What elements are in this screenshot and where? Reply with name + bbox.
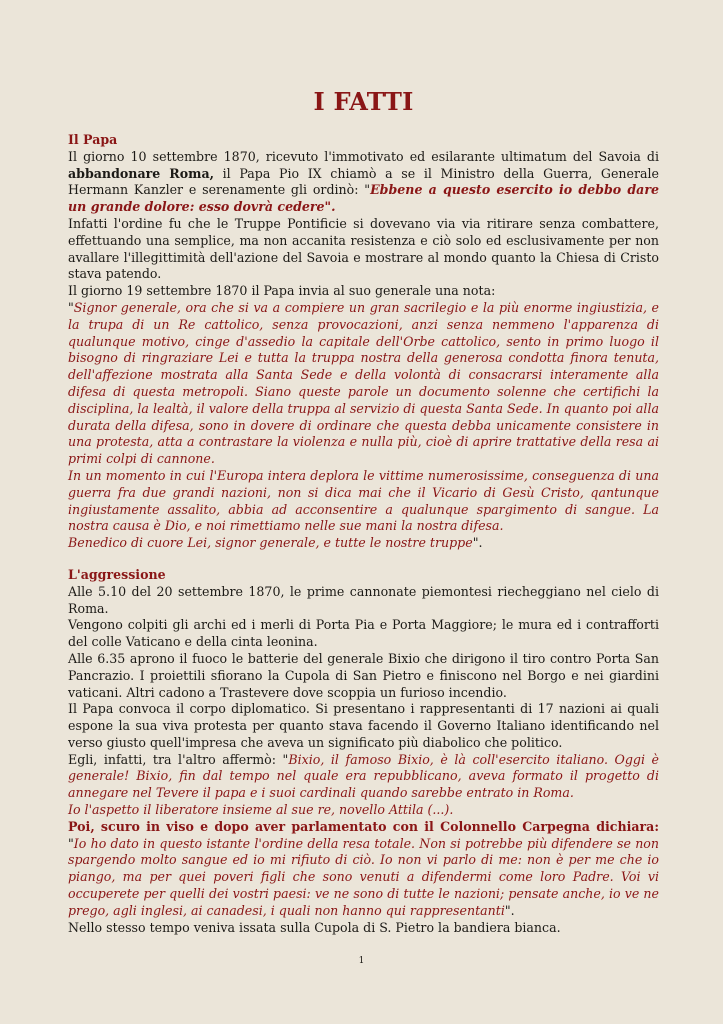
paragraph-porta-pia: Vengono colpiti gli archi ed i merli di Porta Pia e Porta Maggiore; le mura ed i contrafforti del colle Vaticano e della cinta leonina.: [68, 617, 659, 650]
quote-text-1: Signor generale, ora che si va a compiere un gran sacrilegio e la più enorme ingiustizia, e la trupa di un Re cattolico, senza provocazioni, anzi senza nemmeno l'apparenza di qualunque motivo, cinge d'assedio la capitale dell'Orbe cattolico, sento in primo luogo il bisogno di ringraziare Lei e tutta la truppa nostra della generosa condotta finora tenuta, dell'affezione mostrata alla Santa Sede e della volontà di consacrarsi interamente alla difesa di questa metropoli. Siano queste parole un documento solenne che certifichi la disciplina, la lealtà, il valore della truppa al servizio di questa Santa Sede. In quanto poi alla durata della difesa, sono in dovere di ordinare che questa debba unicamente consistere in una protesta, atta a contrastare la violenza e nulla più, cioè di aprire trattative della resa ai primi colpi di cannone.: [68, 299, 659, 467]
paragraph-cannonate: Alle 5.10 del 20 settembre 1870, le prime cannonate piemontesi riecheggiano nel cielo di Roma.: [68, 583, 659, 616]
surrender-bold-text: Poi, scuro in viso e dopo aver parlamentato con il Colonnello Carpegna dichiara:: [68, 818, 659, 834]
pope-quote-bold: Ebbene a questo esercito io debbo dare un grande dolore: esso dovrà cedere".: [68, 182, 659, 215]
quote-paragraph-1: [68, 300, 659, 468]
ultimatum-order-text: il Papa Pio IX chiamò a se il Ministro della Guerra, Generale Hermann Kanzler e serenamente gli ordinò: ": [68, 165, 659, 198]
paragraph-white-flag: Nello stesso tempo veniva issata sulla Cupola di S. Pietro la bandiera bianca.: [68, 919, 561, 935]
ultimatum-bold-text: abbandonare Roma,: [68, 165, 215, 181]
page-number: 1: [358, 956, 365, 966]
bixio-quote-text: Bixio, il famoso Bixio, è là coll'esercito italiano. Oggi è generale! Bixio, fin dal tempo nel quale era repubblicano, aveva formato il progetto di annegare nel Tevere il papa e i suoi cardinali quando sarebbe entrato in Roma.: [68, 751, 659, 801]
quote-paragraph-3: [68, 535, 659, 552]
paragraph-ultimatum: [68, 149, 659, 216]
section-heading-il-papa: Il Papa: [68, 132, 118, 147]
paragraph-surrender: [68, 819, 659, 920]
bixio-intro: Egli, infatti, tra l'altro affermò: ": [68, 751, 289, 767]
document-body: [68, 132, 659, 936]
quote-text-3: Benedico di cuore Lei, signor generale, e tutte le nostre truppe: [68, 535, 473, 551]
paragraph-attila: Io l'aspetto il liberatore insieme al sue re, novello Attila (...).: [68, 802, 454, 818]
quote-close-mark: ".: [472, 535, 483, 551]
surrender-open-mark: ": [68, 835, 74, 851]
section-spacer: [68, 552, 659, 567]
surrender-close-mark: ".: [504, 902, 515, 918]
paragraph-orders: Infatti l'ordine fu che le Truppe Pontificie si dovevano via via ritirare senza combattere, effettuando una semplice, ma non accanita resistenza e ciò solo ed esclusivamente per non avallare l'illegittimità dell'azione del Savoia e mostrare al mondo quanto la Chiesa di Cristo stava patendo.: [68, 215, 659, 282]
surrender-quote-text: Io ho dato in questo istante l'ordine della resa totale. Non si potrebbe più difendere se non spargendo molto sangue ed io mi rifiuto di ciò. Io non vi parlo di me: non è per me che io piango, ma per quei poveri figli che sono venuti a difendermi come loro Padre. Voi vi occuperete per quelli dei vostri paesi: ve ne sono di tutte le nazioni; pensate anche, io ve ne prego, agli inglesi, ai canadesi, i quali non hanno qui rappresentanti: [68, 835, 659, 918]
section-heading-aggressione: L'aggressione: [68, 566, 166, 582]
paragraph-note-intro: Il giorno 19 settembre 1870 il Papa invia al suo generale una nota:: [68, 283, 496, 299]
page-title: I FATTI: [313, 87, 414, 116]
quote-paragraph-2: In un momento in cui l'Europa intera deplora le vittime numerosissime, conseguenza di una guerra fra due grandi nazioni, non si dica mai che il Vicario di Gesù Cristo, qantunque ingiustamente assalito, abbia ad acconsentire a qualunque spargimento di sangue. La nostra causa è Dio, e noi rimettiamo nelle sue mani la nostra difesa.: [68, 467, 659, 534]
paragraph-bixio-fire: Alle 6.35 aprono il fuoco le batterie del generale Bixio che dirigono il tiro contro Porta San Pancrazio. I proiettili sfiorano la Cupola di San Pietro e finiscono nel Borgo e nei giardini vaticani. Altri cadono a Trastevere dove scoppia un furioso incendio.: [68, 650, 659, 700]
quote-open-mark: ": [68, 299, 74, 315]
paragraph-diplomatic-corps: Il Papa convoca il corpo diplomatico. Si presentano i rappresentanti di 17 nazioni ai quali espone la sua viva protesta per quanto stava facendo il Governo Italiano identificando nel verso giusto quell'impresa che aveva un significato più diabolico che politico.: [68, 701, 659, 750]
paragraph-bixio-quote: [68, 752, 659, 802]
ultimatum-text: Il giorno 10 settembre 1870, ricevuto l'immotivato ed esilarante ultimatum del Savoia di: [68, 148, 659, 164]
